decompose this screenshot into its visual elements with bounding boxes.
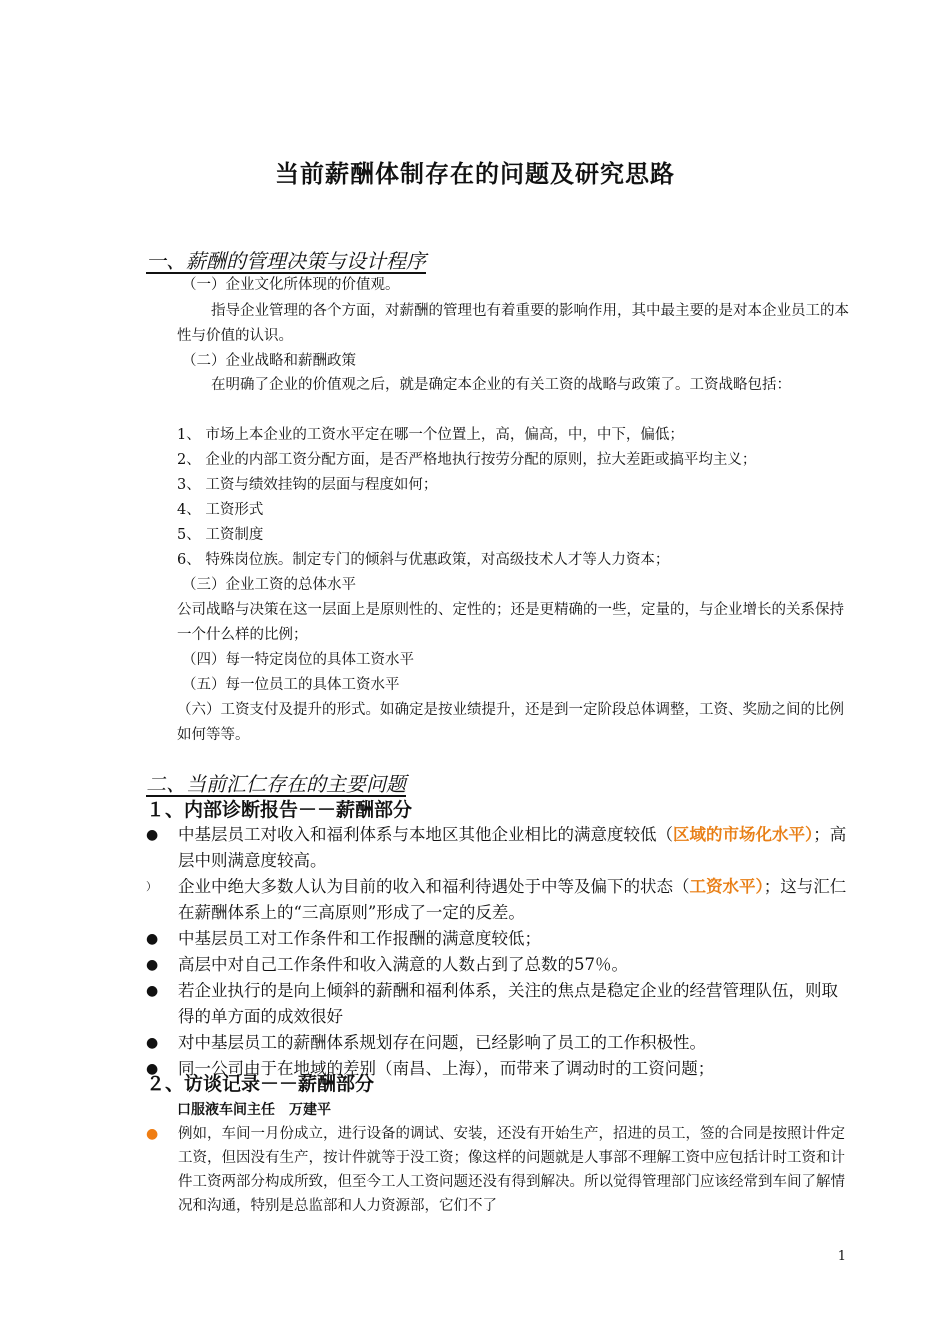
bullet-highlight: 工资水平） xyxy=(689,877,764,896)
section2-heading: 二、当前汇仁存在的主要问题 xyxy=(146,772,406,796)
bullet-text: 若企业执行的是向上倾斜的薪酬和福利体系，关注的焦点是稳定企业的经营管理队伍，则取得的单方面的成效很好 xyxy=(178,981,838,1026)
bullet-text-after: ；这与汇仁在薪酬体系上的“三高原则”形成了一定的反差。 xyxy=(178,877,847,922)
strategy-item-4: 4、 工资形式 xyxy=(177,502,264,518)
interview-bullet-marker: ● xyxy=(146,1126,159,1142)
bullet-item xyxy=(146,874,850,926)
bullet-item xyxy=(146,978,850,1030)
bullet-item xyxy=(146,822,850,874)
bullet-item xyxy=(146,926,850,952)
interview-list xyxy=(146,1122,850,1218)
interview-text: 例如，车间一月份成立，进行设备的调试、安装，还没有开始生产，招进的员工，签的合同是按照计件定工资，但因没有生产，按计件就等于没工资；像这样的问题就是人事部不理解工资中应包括计时工资和计件工资两部分构成所致，但至今工人工资问题还没有得到解决。所以觉得管理部门应该经常到车间了解情况和沟通，特别是总监部和人力资源部，它们不了 xyxy=(178,1126,845,1214)
sub2-text: 在明确了企业的价值观之后，就是确定本企业的有关工资的战略与政策了。工资战略包括： xyxy=(211,377,791,393)
strategy-item-1: 1、 市场上本企业的工资水平定在哪一个位置上，高，偏高，中，中下，偏低； xyxy=(177,427,684,443)
diagnosis-bullet-list xyxy=(146,822,850,1082)
bullet-marker: ● xyxy=(146,957,159,973)
bullet-marker: ● xyxy=(146,827,159,843)
sub1-text: 指导企业管理的各个方面，对薪酬的管理也有着重要的影响作用，其中最主要的是对本企业员工的本性与价值的认识。 xyxy=(177,303,849,344)
bullet-highlight: 区域的市场化水平） xyxy=(673,825,814,844)
part1-heading: １、内部诊断报告－－薪酬部分 xyxy=(146,799,413,821)
bullet-item xyxy=(146,952,850,978)
bullet-text-after: ；高层中则满意度较高。 xyxy=(178,825,847,870)
sub5-label: （五）每一位员工的具体工资水平 xyxy=(182,677,400,693)
document-title: 当前薪酬体制存在的问题及研究思路 xyxy=(275,159,675,188)
bullet-text: 对中基层员工的薪酬体系规划存在问题，已经影响了员工的工作积极性。 xyxy=(178,1033,706,1052)
bullet-marker: ● xyxy=(146,983,159,999)
bullet-marker: ● xyxy=(146,1061,159,1077)
bullet-marker: ● xyxy=(146,1035,159,1051)
bullet-item xyxy=(146,1030,850,1056)
bullet-text: 企业中绝大多数人认为目前的收入和福利待遇处于中等及偏下的状态（ xyxy=(178,877,690,896)
bullet-marker: ） xyxy=(146,880,157,893)
sub4-label: （四）每一特定岗位的具体工资水平 xyxy=(182,652,414,668)
bullet-text: 中基层员工对收入和福利体系与本地区其他企业相比的满意度较低（ xyxy=(178,825,673,844)
sub1-label: （一）企业文化所体现的价值观。 xyxy=(182,277,400,293)
page-number: 1 xyxy=(837,1249,846,1264)
sub3-label: （三）企业工资的总体水平 xyxy=(182,577,356,593)
interviewee-label: 口服液车间主任 万建平 xyxy=(177,1102,331,1118)
strategy-item-5: 5、 工资制度 xyxy=(177,527,264,543)
strategy-item-2: 2、 企业的内部工资分配方面，是否严格地执行按劳分配的原则，拉大差距或搞平均主义； xyxy=(177,452,757,468)
sub2-label: （二）企业战略和薪酬政策 xyxy=(182,353,356,369)
bullet-text: 同一公司由于在地域的差别（南昌、上海），而带来了调动时的工资问题； xyxy=(178,1059,715,1078)
section1-heading: 一、薪酬的管理决策与设计程序 xyxy=(146,249,426,273)
strategy-item-3: 3、 工资与绩效挂钩的层面与程度如何； xyxy=(177,477,438,493)
strategy-item-6: 6、 特殊岗位族。制定专门的倾斜与优惠政策，对高级技术人才等人力资本； xyxy=(177,552,670,568)
bullet-text: 高层中对自己工作条件和收入满意的人数占到了总数的57％。 xyxy=(178,955,628,974)
bullet-marker: ● xyxy=(146,931,159,947)
sub3-text: 公司战略与决策在这一层面上是原则性的、定性的；还是更精确的一些，定量的，与企业增长的关系保持一个什么样的比例； xyxy=(177,602,844,643)
part2-heading: ２、访谈记录－－薪酬部分 xyxy=(146,1073,375,1095)
sub6-text: （六）工资支付及提升的形式。如确定是按业绩提升，还是到一定阶段总体调整，工资、奖励之间的比例如何等等。 xyxy=(177,702,844,743)
bullet-text: 中基层员工对工作条件和工作报酬的满意度较低； xyxy=(178,929,541,948)
interview-item xyxy=(146,1122,850,1218)
